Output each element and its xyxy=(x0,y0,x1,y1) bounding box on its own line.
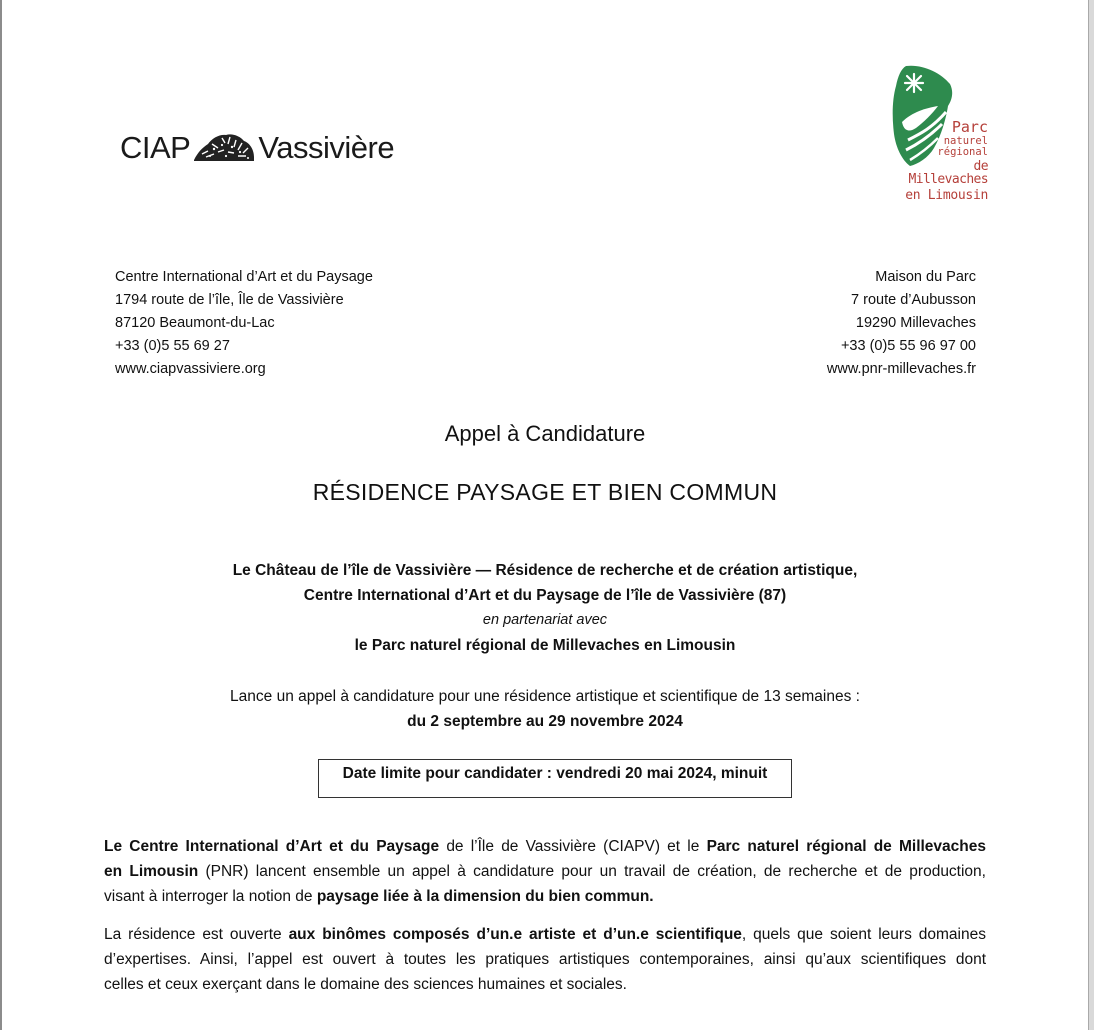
address-line: 7 route d’Aubusson xyxy=(851,292,976,308)
text: d’expertises. Ainsi, l’appel est ouvert à toutes les pratiques artistiques contemporaines, ainsi qu’aux scientifiques dont xyxy=(104,951,986,968)
intro-line: le Parc naturel régional de Millevaches en Limousin xyxy=(354,637,736,654)
tree-canopy-icon xyxy=(192,130,256,166)
address-line: 1794 route de l’île, Île de Vassivière xyxy=(115,292,344,308)
pnr-text-line: régional xyxy=(937,145,988,158)
call-description: Lance un appel à candidature pour une résidence artistique et scientifique de 13 semaines : xyxy=(230,688,860,705)
pnr-address-block xyxy=(700,266,976,381)
website-link[interactable]: www.ciapvassiviere.org xyxy=(115,361,266,377)
call-block xyxy=(0,684,1090,734)
paragraph-line xyxy=(104,947,986,972)
bold-text: Parc naturel régional de Millevaches xyxy=(706,838,987,855)
paragraph-line xyxy=(104,834,986,859)
deadline-box xyxy=(318,759,792,798)
intro-block xyxy=(0,558,1090,658)
bold-text: Le Centre International d’Art et du Paysage xyxy=(104,838,440,855)
bold-text: aux binômes composés d’un.e artiste et d’un.e scientifique xyxy=(288,926,742,943)
address-line: Maison du Parc xyxy=(875,269,976,285)
pnr-text-line: en Limousin xyxy=(905,188,988,203)
body-paragraph xyxy=(104,834,986,909)
website-link[interactable]: www.pnr-millevaches.fr xyxy=(826,361,976,377)
pnr-text-line: naturel xyxy=(943,135,988,147)
residency-dates: du 2 septembre au 29 novembre 2024 xyxy=(407,713,683,730)
text: visant à interroger la notion de xyxy=(104,888,317,905)
text: celles et ceux exerçant dans le domaine des sciences humaines et sociales. xyxy=(104,976,627,993)
ciap-logo-left-text: CIAP xyxy=(120,130,191,165)
address-line: 19290 Millevaches xyxy=(855,315,976,331)
phone-number: +33 (0)5 55 69 27 xyxy=(115,338,230,354)
pnr-text-line: de Millevaches xyxy=(908,159,988,187)
intro-line: Le Château de l’île de Vassivière — Résidence de recherche et de création artistique, xyxy=(232,562,858,579)
text: (PNR) lancent ensemble un appel à candidature pour un travail de création, de recherche et de production, xyxy=(198,863,986,880)
paragraph-line xyxy=(104,972,986,997)
text: La résidence est ouverte xyxy=(104,926,289,943)
ciap-vassiviere-logo xyxy=(120,126,394,170)
text: , quels que soient leurs domaines xyxy=(741,926,986,943)
ciap-logo-right-text: Vassivière xyxy=(258,130,395,165)
deadline-text: Date limite pour candidater : vendredi 20 mai 2024, minuit xyxy=(342,765,768,782)
paragraph-line xyxy=(104,884,986,909)
paragraph-line xyxy=(104,922,986,947)
phone-number: +33 (0)5 55 96 97 00 xyxy=(840,338,976,354)
body-paragraph xyxy=(104,922,986,997)
pnr-millevaches-logo xyxy=(888,62,998,207)
intro-line: Centre International d’Art et du Paysage de l’île de Vassivière (87) xyxy=(303,587,787,604)
text: de l’Île de Vassivière (CIAPV) et le xyxy=(439,838,707,855)
paragraph-line xyxy=(104,859,986,884)
document-title: RÉSIDENCE PAYSAGE ET BIEN COMMUN xyxy=(312,479,778,505)
address-line: 87120 Beaumont-du-Lac xyxy=(115,315,275,331)
page-left-edge xyxy=(0,0,2,1030)
pnr-logo-text xyxy=(888,120,988,202)
document-heading: Appel à Candidature xyxy=(444,421,646,446)
ciap-address-block xyxy=(115,266,373,381)
window-scrollbar[interactable] xyxy=(1088,0,1094,1030)
intro-line-partnership: en partenariat avec xyxy=(482,612,608,628)
pnr-text-line: Parc xyxy=(951,118,988,136)
bold-text: en Limousin xyxy=(104,863,199,880)
address-line: Centre International d’Art et du Paysage xyxy=(115,269,373,285)
bold-text: paysage liée à la dimension du bien commun. xyxy=(316,888,654,905)
